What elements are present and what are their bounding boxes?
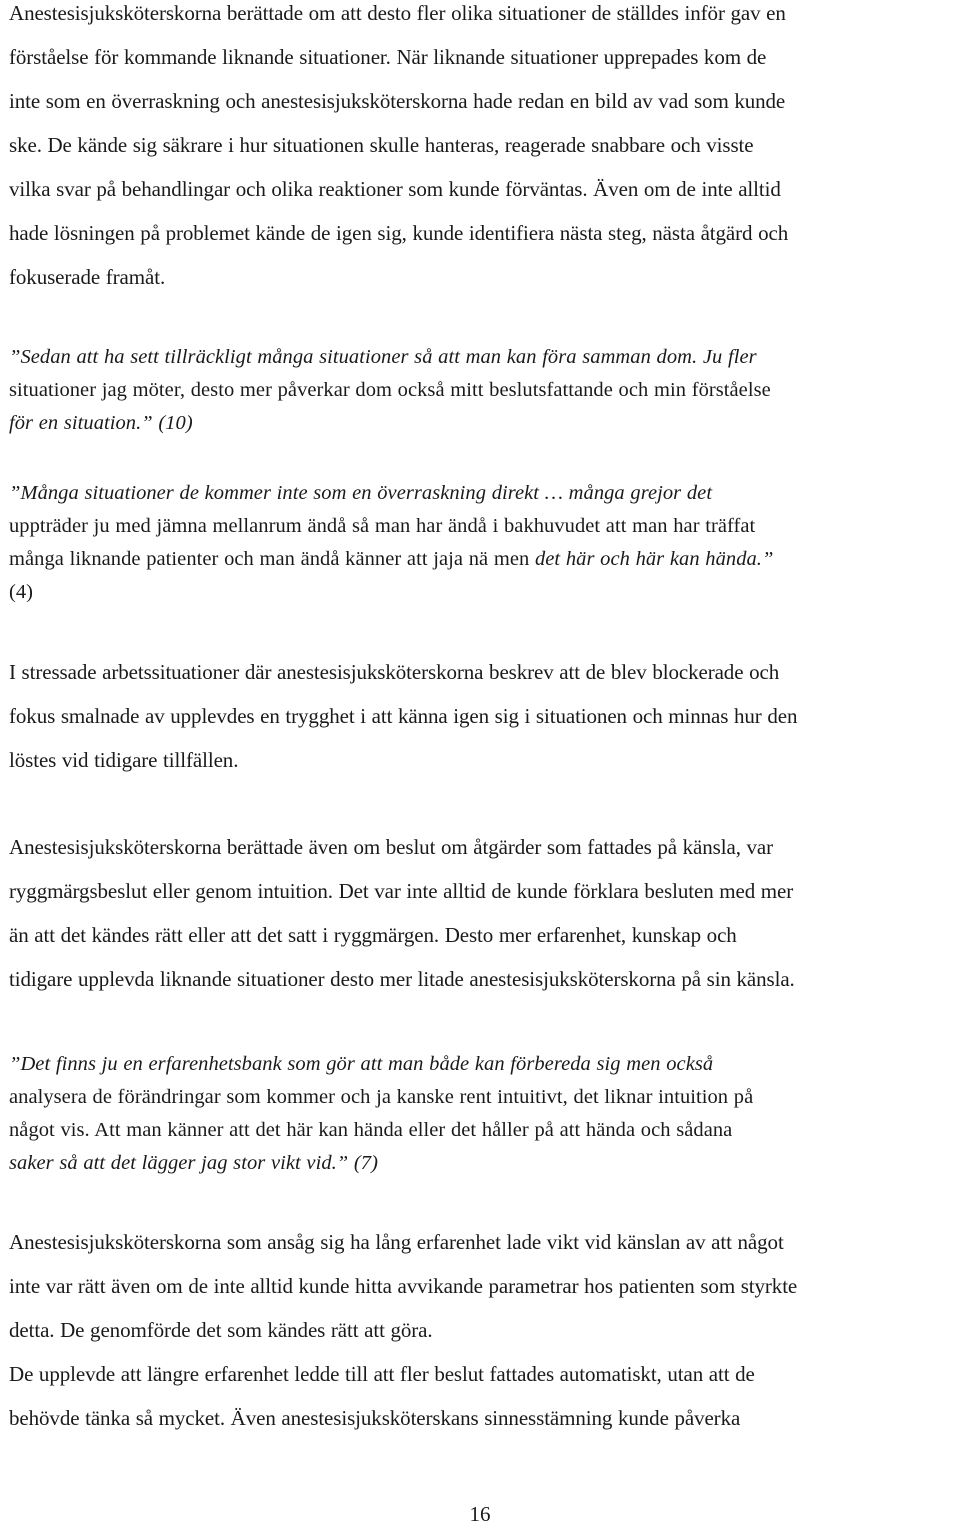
- text-line: tidigare upplevda liknande situationer desto mer litade anestesisjuksköterskorna på sin känsla.: [9, 967, 795, 991]
- quote-reference: (4): [9, 581, 34, 603]
- paragraph-stressful-situations: [9, 650, 955, 782]
- text-line: hade lösningen på problemet kände de igen sig, kunde identifiera nästa steg, nästa åtgärd och: [9, 221, 789, 245]
- paragraph-long-experience: [9, 1220, 955, 1352]
- text-line: ryggmärgsbeslut eller genom intuition. Det var inte alltid de kunde förklara besluten med mer: [9, 879, 794, 903]
- text-line: än att det kändes rätt eller att det satt i ryggmärgen. Desto mer erfarenhet, kunskap och: [9, 923, 737, 947]
- quote-line: uppträder ju med jämna mellanrum ändå så man har ändå i bakhuvudet att man har träffat: [9, 515, 756, 537]
- text-line: I stressade arbetssituationer där anestesisjuksköterskorna beskrev att de blev blockerade och: [9, 660, 780, 684]
- interview-quote-4: [9, 477, 955, 609]
- paragraph-intuition-decisions: [9, 825, 955, 1001]
- text-line: inte var rätt även om de inte alltid kunde hitta avvikande parametrar hos patienten som styrkte: [9, 1274, 798, 1298]
- text-line: ske. De kände sig säkrare i hur situationen skulle hanteras, reagerade snabbare och visste: [9, 133, 754, 157]
- interview-quote-10: [9, 341, 955, 440]
- quote-line: ”Sedan att ha sett tillräckligt många situationer så att man kan föra samman dom. Ju fler: [9, 346, 757, 368]
- quote-line: [9, 543, 955, 576]
- text-line: inte som en överraskning och anestesisjuksköterskorna hade redan en bild av vad som kunde: [9, 89, 786, 113]
- text-line: fokuserade framåt.: [9, 265, 166, 289]
- quote-line: situationer jag möter, desto mer påverkar dom också mitt beslutsfattande och min förståelse: [9, 379, 771, 401]
- quote-line-italic-end: det här och här kan hända.”: [534, 548, 774, 570]
- paragraph-experience-situations: [9, 0, 955, 299]
- quote-line: ”Det finns ju en erfarenhetsbank som gör att man både kan förbereda sig men också: [9, 1053, 714, 1075]
- text-line: Anestesisjuksköterskorna berättade om att desto fler olika situationer de ställdes inför gav en: [9, 1, 786, 25]
- text-line: fokus smalnade av upplevdes en trygghet i att känna igen sig i situationen och minnas hur den: [9, 704, 798, 728]
- text-line: behövde tänka så mycket. Även anestesisjuksköterskans sinnesstämning kunde påverka: [9, 1406, 741, 1430]
- text-line: De upplevde att längre erfarenhet ledde till att fler beslut fattades automatiskt, utan att de: [9, 1362, 755, 1386]
- quote-line: för en situation.” (10): [9, 412, 193, 434]
- text-line: Anestesisjuksköterskorna berättade även om beslut om åtgärder som fattades på känsla, var: [9, 835, 774, 859]
- text-line: vilka svar på behandlingar och olika reaktioner som kunde förväntas. Även om de inte alltid: [9, 177, 781, 201]
- quote-line-start: många liknande patienter och man ändå känner att jaja nä men: [9, 548, 535, 570]
- text-line: detta. De genomförde det som kändes rätt att göra.: [9, 1318, 433, 1342]
- quote-line: något vis. Att man känner att det här kan hända eller det håller på att hända och sådana: [9, 1119, 733, 1141]
- quote-line: saker så att det lägger jag stor vikt vid.” (7): [9, 1152, 378, 1174]
- text-line: förståelse för kommande liknande situationer. När liknande situationer upprepades kom de: [9, 45, 767, 69]
- interview-quote-7: [9, 1048, 955, 1180]
- text-line: löstes vid tidigare tillfällen.: [9, 748, 239, 772]
- quote-line: ”Många situationer de kommer inte som en överraskning direkt … många grejor det: [9, 482, 713, 504]
- paragraph-automatic-decisions: [9, 1352, 955, 1440]
- quote-line: analysera de förändringar som kommer och ja kanske rent intuitivt, det liknar intuition på: [9, 1086, 754, 1108]
- text-line: Anestesisjuksköterskorna som ansåg sig ha lång erfarenhet lade vikt vid känslan av att något: [9, 1230, 784, 1254]
- page-number: 16: [469, 1502, 491, 1526]
